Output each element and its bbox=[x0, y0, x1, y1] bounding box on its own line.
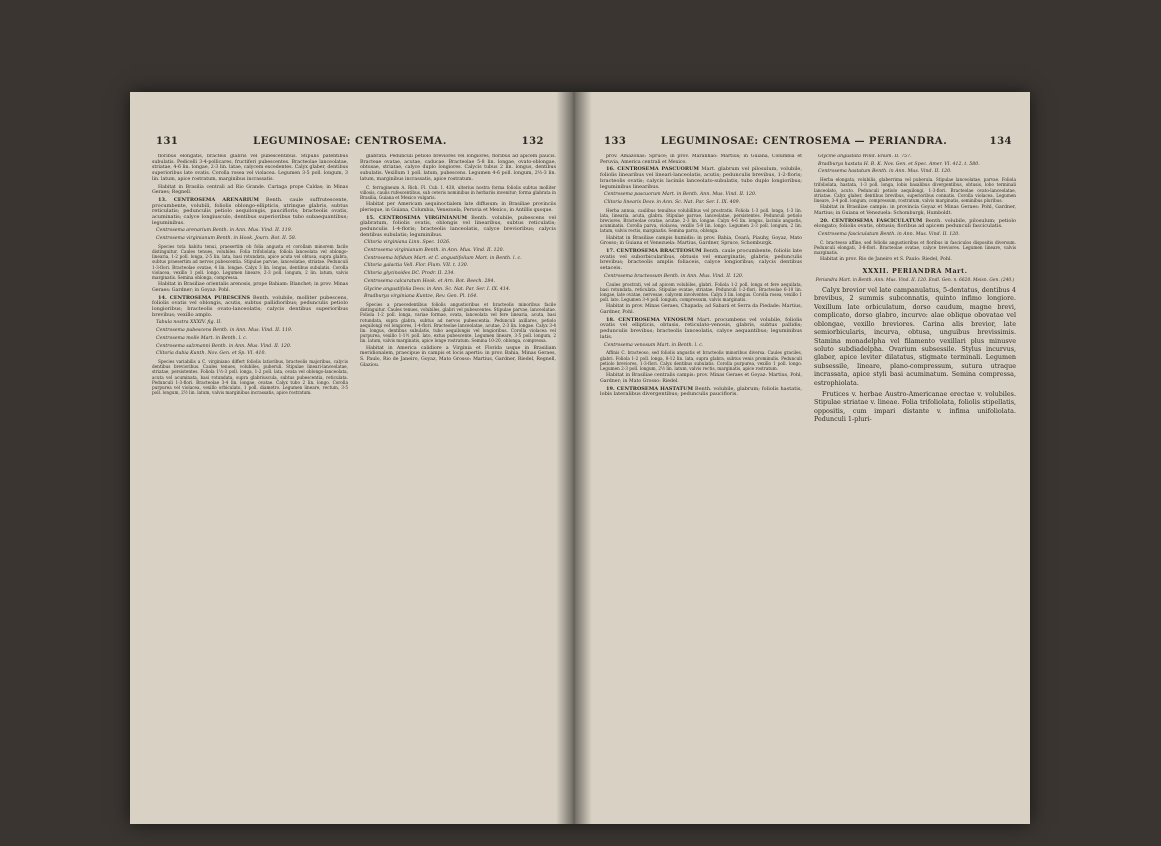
species-diagnosis: procumbens vel volubile, foliolis ovatis vel ellipticis, obtusis, reticulato-venosis, glabris, subtus pallidis; pedunculis brevibus; bracteolis lanceolatis, calyce aequantibus; leguminibus latis. bbox=[600, 316, 802, 340]
species-description: Caules prostrati, vel ad apicem volubiles, glabri. Foliola 1-2 poll. longa et fere aequilata, basi rotundata, reticulata. Stipulae ovatae, striatae. Pedunculi 1-2-flori. Bracteolae 6-10 lin. longae, late ovatae, nervosae, calycem involventes. Calyx 3 lin. longus. Corolla rosea, vexillo 1 poll. lato. Legumen 3-4 poll. longum, compressum, valvis marginatis. bbox=[600, 281, 802, 303]
synonym-citation: Centrosema calcaratum Hook. et Arn. Bot. Beech. 284. bbox=[364, 278, 495, 284]
synonym-citation: Centrosema pascuorum Mart. in Benth. Ann. Mus. Vind. II. 120. bbox=[604, 192, 757, 198]
right-column-2 bbox=[814, 154, 1016, 810]
species-author: Benth. bbox=[925, 217, 942, 224]
synonym-citation: Clitoria virginiana Linn. Spec. 1026. bbox=[364, 240, 451, 246]
synonym-citation: Clitoria glycinoides DC. Prodr. II. 234. bbox=[364, 271, 455, 277]
synonym-citation: Centrosema virginianum Benth. in Hook. Journ. Bot. II. 58. bbox=[156, 236, 297, 242]
species-number-name: 16. CENTROSEMA PASCUORUM bbox=[606, 166, 699, 173]
synonym-citation: Glycine angustifolia Desv. in Ann. Sc. Nat. Par. Ser. I. IX. 414. bbox=[364, 286, 511, 292]
species-description: Species a praecedentibus foliolis angustioribus et bracteolis minoribus facile distinguitur. Caules tenues, volubiles, glabri vel pubescentes. Stipulae parvae, lanceolatae. Foliola 1-2 poll. longa, variae formae, ovata, lanceolata vel fere linearia, acuta, basi rotundata, supra glabra, subtus ad nervos pubescentia. Pedunculi axillares, petiolo aequilongi vel longiores, 1-4-flori. Bracteolae lanceolatae, acutae, 2-3 lin. longae. Calyx 3-4 lin. longus, dentibus subulatis, tubo aequilongis vel longioribus. Corolla violacea vel purpurea, vexillo 1-1½ poll. lato, extus pubescente. Legumen lineare, 3-5 poll. longum, 2 lin. latum, valvis marginatis, apice longe rostratum. Semina 10-20, oblonga, compressa. bbox=[360, 301, 556, 344]
synonym-citation: Centrosema salzmanni Benth. in Ann. Mus. Vind. II. 120. bbox=[156, 343, 292, 349]
page-number-133: 133 bbox=[604, 136, 627, 147]
synonym-citation: Tabula nostra XXXIV. fig. II. bbox=[156, 320, 222, 326]
genus-description bbox=[814, 286, 1016, 424]
right-running-header bbox=[596, 136, 1012, 150]
running-title-right: LEGUMINOSAE: CENTROSEMA — PERIANDRA. bbox=[660, 136, 948, 147]
left-column-1 bbox=[152, 154, 348, 810]
habitat-paragraph: Habitat in Brasilia centrali ad Rio Grande. Cartaga prope Caldas; in Minas Geraes; Regnell. bbox=[152, 184, 348, 196]
right-column-2-species bbox=[814, 154, 1016, 263]
synonym-citation: Bradburya hastata H. B. K. Nov. Gen. et Spec. Amer. VI. 412. t. 580. bbox=[818, 161, 980, 167]
species-entry bbox=[600, 249, 802, 272]
species-author: Benth. bbox=[694, 385, 712, 392]
species-number-name: 13. CENTROSEMA ARENARIUM bbox=[158, 196, 259, 203]
species-diagnosis: caule suffrutescente, procumbente, volubili, foliolis oblongo-ellipticis, utrinque glabris, subtus reticulatis; pedunculis petiolo aequilongis, paucifloris; bracteolis ovatis, acuminatis; calyce longiusculo, dentibus superioribus tubo subaequantibus; leguminibus. bbox=[152, 196, 348, 226]
species-number-name: 14. CENTROSEMA PUBESCENS bbox=[158, 294, 250, 301]
species-number-name: 19. CENTROSEMA HASTATUM bbox=[606, 385, 694, 392]
right-page bbox=[578, 92, 1030, 824]
habitat-paragraph: Habitat in prov. Rio de Janeiro et S. Paulo: Riedel, Pohl. bbox=[820, 257, 952, 263]
habitat-paragraph: glabrata. Pedunculi petiolo breviores vel longiores, floribus ad apicem paucis. Bracteae ovatae, acutae, caducae. Bracteolae 5-8 lin. longae, ovato-oblongae, obtusae, striatae, calyce duplo longiores. Calycis tubus 2 lin. longus, dentibus subulatis. Vexillum 1 poll. latum, pubescens. Legumen 4-6 poll. longum, 2½-3 lin. latum, marginibus incrassatis, apice rostratum. bbox=[360, 154, 556, 182]
left-page bbox=[130, 92, 570, 824]
synonym-citation: Centrosema arenarium Benth. in Ann. Mus. Vind. II. 119. bbox=[156, 228, 293, 234]
species-author: Benth. bbox=[252, 294, 270, 301]
synonym-citation: Centrosema bracteosum Benth. in Ann. Mus. Vind. II. 120. bbox=[604, 273, 744, 279]
genus-description-paragraph: Calyx brevior vel late campanulatus, 5-dentatus, dentibus 4 brevibus, 2 summis subconnatis, quinto infimo longiore. Vexillum late orbiculatum, dorso caudum, magne brevi, complicato, dorso glabro, incurvo: alae oblique obovatae vel oblongae, vexillo breviores. Carina alis brevior, late semiorbicularis, incurva, obtusa, unguibus brevissimis. Stamina monadelpha vel filamento vexillari plus minusve soluto subdiadelpha. Ovarium subsessile. Stylus incurvus, glaber, apice leviter dilatatus, stigmate terminali. Legumen subsessile, lineare, plano-compressum, sutura utraque incrassata, apice styli basi acuminatum. Semina compressa, estrophiolata. bbox=[814, 286, 1016, 387]
species-description: Herba elongata, volubilis, glaberrima vel puberula. Stipulae lanceolatae, parvae. Foliola trifoliolata, hastata, 1-3 poll. longa, lobis basalibus divergentibus, obtusis, lobo terminali lanceolato, acuto. Pedunculi petiolo aequilongi, 1-3-flori. Bracteolae ovato-lanceolatae, striatae. Calyx glaber, dentibus brevibus, superioribus connatis. Corolla violacea. Legumen lineare, 3-4 poll. longum, compressum, rostratum, valvis marginatis, seminibus pluribus. bbox=[814, 177, 1016, 203]
synonym-citation: Centrosema molle Mart. in Benth. l. c. bbox=[156, 335, 248, 341]
habitat-paragraph: Habitat per Americam aequinoctialem late diffusum: in Brasiliae provinciis plerisque, in Guiana, Columbia, Venezuela, Peruvia et Mexico, in Antillis quoque. bbox=[360, 202, 556, 213]
synonym-citation: Centrosema pubescens Benth. in Ann. Mus. Vind. II. 119. bbox=[156, 328, 293, 334]
left-page-columns bbox=[152, 154, 556, 810]
species-entry bbox=[814, 219, 1016, 230]
synonym-citation: Clitoria linearis Desv. in Ann. Sc. Nat. Par. Ser. I. IX. 409. bbox=[604, 199, 741, 205]
running-title-left: LEGUMINOSAE: CENTROSEMA. bbox=[253, 136, 447, 147]
habitat-paragraph: Habitat in America calidiore a Virginia et Florida usque in Brasiliam meridionalem, praecipue in campis et locis apertis: in prov. Bahia, Minas Geraes, S. Paulo, Rio de Janeiro, Goyaz, Mato Grosso: Martius, Gardner, Riedel, Regnell, Glaziou. bbox=[360, 345, 556, 368]
species-entry bbox=[600, 387, 802, 398]
species-number-name: 20. CENTROSEMA FASCICULATUM bbox=[820, 217, 923, 224]
species-number-name: 15. CENTROSEMA VIRGINIANUM bbox=[366, 214, 467, 221]
synonym-citation: Bradburya virginiana Kuntze, Rev. Gen. Pl. 164. bbox=[364, 294, 478, 300]
left-running-header bbox=[148, 136, 552, 150]
species-description: C. ferrugineum A. Rich. Fl. Cub. I. 438, ulterius nostra forma foliolis subtus molliter villosis, caulis rufescentibus, sub ceteris nominibus in herbariis invenitur; forma glabrata in Brasilia, Guiana et Mexico vulgaris. bbox=[360, 184, 556, 200]
genus-description-paragraph: Frutices v. herbae Austro-Americanae erectae v. volubiles. Stipulae striatae v. lineae. Folia trifoliolata, foliolis stipellatis, oppositis, cum impari distante v. infima unifoliolata. Pedunculi 1-pluri- bbox=[814, 389, 1016, 424]
species-diagnosis: volubile, molliter pubescens, foliolis ovatis vel oblongis, acutis, subtus pallidioribus; pedunculis petiolo longioribus; bracteolis ovato-lanceolatis; calycis dentibus superioribus brevibus; vexillo amplo. bbox=[152, 294, 348, 318]
species-author: Benth. bbox=[471, 214, 488, 221]
species-description: Species tota habitu tenui, praesertim ob folia angusta et corollam minorem facile distinguitur. Caules tenues, volubiles. Folia trifoliolata; foliola lanceolata vel oblongo-linearia, 1-2 poll. longa, 2-5 lin. lata, basi rotundata, apice acuta vel obtusa, supra glabra, subtus praesertim ad nervos pubescentia. Stipulae parvae, lanceolatae, striatae. Pedunculi 1-3-flori. Bracteolae ovatae, 4 lin. longae. Calyx 3 lin. longus, dentibus subulatis. Corolla violacea, vexillo 1 poll. longo. Legumen lineare, 2-3 poll. longum, 2 lin. latum, valvis marginatis. Semina oblonga, compressa. bbox=[152, 243, 348, 281]
species-description: Species variabilis a C. virginiano differt foliolis latioribus, bracteolis majoribus, calycis dentibus brevioribus. Caules tenues, volubiles, puberuli. Stipulae lineari-lanceolatae, striatae, persistentes. Foliola 1½-3 poll. longa, 1-2 poll. lata, ovata vel oblongo-lanceolata, acuta vel acuminata, basi rotundata, supra glabriuscula, subtus pubescentia, reticulata. Pedunculi 1-3-flori. Bracteolae 3-4 lin. longae, ovatae. Calyx tubo 2 lin. longo. Corolla purpurea vel violacea, vexillo orbiculato, 1 poll. diametro. Legumen lineare, rectum, 3-5 poll. longum, 2½ lin. latum, valvis marginibus incrassatis, apice rostratum. bbox=[152, 359, 348, 396]
species-number-name: 18. CENTROSEMA VENOSUM bbox=[606, 316, 694, 323]
species-diagnosis: caule procumbente, foliolis late ovatis vel suborbicularibus, obtusis vel emarginatis, glabris; pedunculis brevibus; bracteolis amplis foliaceis, calyce longioribus; calycis dentibus setaceis. bbox=[600, 248, 802, 272]
genus-synonymy: Periandra Mart. in Benth. Ann. Mus. Vind. II. 120. Endl. Gen. n. 6620. Meisn. Gen. (240.) bbox=[815, 277, 1015, 283]
species-description: Herba annua, caulibus tenuibus volubilibus vel prostratis. Foliola 1-3 poll. longa, 1-3 lin. lata, linearia, acuta, glabra. Stipulae parvae, lanceolatae, persistentes. Pedunculi petiolo breviores. Bracteolae ovatae, acutae, 2-3 lin. longae. Calyx 4-6 lin. longus, laciniis angustis, acuminatis. Corolla parva, violacea, vexillo 5-8 lin. longo. Legumen 2-3 poll. longum, 2 lin. latum, valvis rectis, marginatis. Semina parva, oblonga. bbox=[600, 207, 802, 234]
species-entry bbox=[600, 167, 802, 190]
species-entry bbox=[600, 318, 802, 341]
species-author: Mart. bbox=[701, 166, 716, 173]
habitat-paragraph: Habitat in Brasiliae campis: in provincia Goyaz et Minas Geraes: Pohl, Gardner, Martius; in Guiana et Venezuela: Schomburgk, Humboldt. bbox=[814, 205, 1016, 216]
species-diagnosis: glabrum vel pilosulum, volubile, foliolis linearibus vel lineari-lanceolatis, acutis; pedunculis brevibus, 1-2-floris; bracteolis ovatis; calycis laciniis lanceolato-subulatis, tubo duplo longioribus; leguminibus linearibus. bbox=[600, 166, 802, 190]
species-number-name: 17. CENTROSEMA BRACTEOSUM bbox=[606, 248, 702, 255]
species-diagnosis: volubile, glabrum; foliolis hastatis, lobis lateralibus divergentibus; pedunculis paucifloris. bbox=[600, 385, 802, 398]
page-number-131: 131 bbox=[156, 136, 179, 147]
right-page-columns bbox=[600, 154, 1016, 810]
habitat-paragraph: Habitat in Brasiliae campis humidis: in prov. Bahia, Ceará, Piauhy, Goyaz, Mato Grosso; in Guiana et Venezuela: Martius, Gardner, Spruce, Schomburgk. bbox=[600, 235, 802, 247]
genus-heading: XXXII. PERIANDRA Mart. bbox=[862, 266, 968, 275]
synonym-citation: Centrosema bifidum Mart. et C. angustifolium Mart. in Benth. l. c. bbox=[364, 255, 522, 261]
habitat-paragraph: Habitat in Brasiliae orientalis arenosis, prope Bahiam: Blanchet; in prov. Minas Geraes: Gardner; in Goyaz: Pohl. bbox=[152, 282, 348, 293]
synonym-citation: Clitoria dubia Kunth. Nov. Gen. et Sp. VI. 410. bbox=[156, 351, 266, 357]
species-description: C. bracteoso affine, sed foliolis angustioribus et floribus in fasciculos dispositis diversum. Pedunculi elongati, 3-8-flori. Bracteolae ovatae, calyce breviores. Legumen lineare, valvis marginatis. bbox=[814, 239, 1016, 256]
right-column-1 bbox=[600, 154, 802, 810]
species-description: Affinis C. bracteoso, sed foliolis angustis et bracteolis minoribus diversa. Caules graciles, glabri. Foliola 1-2 poll. longa, 8-12 lin. lata, supra glabra, subtus venis prominulis. Pedunculi petiolo breviores, 1-3-flori. Calyx dentibus subulatis. Corolla purpurea, vexillo 1 poll. longo. Legumen 2-3 poll. longum, 2½ lin. latum, valvis rectis, marginatis, apice rostratum. bbox=[600, 350, 802, 371]
page-number-132: 132 bbox=[521, 136, 544, 147]
species-author: Benth. bbox=[265, 196, 283, 203]
species-entry bbox=[360, 216, 556, 239]
species-diagnosis: volubile, pubescens vel glabratum, foliolis ovatis, oblongis vel linearibus, subtus reticulatis; pedunculis 1-4-floris; bracteolis lanceolatis, calyce brevioribus; calycis dentibus subulatis; leguminibus. bbox=[360, 214, 556, 238]
synonym-citation: Centrosema fasciculatum Benth. in Ann. Mus. Vind. II. 120. bbox=[818, 231, 960, 237]
synonym-citation: Clitoria galactia Vell. Flor. Flum. VII. t. 130. bbox=[364, 263, 469, 269]
synonym-citation: Centrosema hastatum Benth. in Ann. Mus. Vind. II. 120. bbox=[818, 169, 952, 175]
synonym-citation: Centrosema virginianum Benth. in Ann. Mus. Vind. II. 120. bbox=[364, 248, 505, 254]
species-author: Mart. bbox=[696, 316, 712, 323]
habitat-paragraph: prov. Amazonas: Spruce; in prov. Maranhão: Martius; in Guiana, Columbia et Peruvia, America centrali et Mexico. bbox=[600, 154, 802, 165]
left-column-2 bbox=[360, 154, 556, 810]
species-entry bbox=[152, 198, 348, 227]
habitat-paragraph: floribus elongatis, bracteis glabris vel pubescentibus. Stipulis patentibus subulatis. Pedicelli 3-4-pollicares, fructiferi pubescentes. Bracteolae lanceolatae, striatae, 4-6 lin. longae, 2-3 lin. latae, calycem excedentes. Calyx glaber, dentibus superioribus late ovatis. Corolla rosea vel violacea. Legumen 3-5 poll. longum, 3 lin. latum, apice rostratum, marginibus incrassatis. bbox=[152, 154, 348, 182]
species-entry bbox=[152, 296, 348, 319]
synonym-citation: Glycine angustata Willd. Enum. II. 757. bbox=[818, 154, 912, 159]
habitat-paragraph: Habitat in prov. Minas Geraes, Chapada; ad Sabará et Serra da Piedade: Martius, Gardner, Pohl. bbox=[600, 304, 802, 316]
species-diagnosis: volubile, pilosulum; petiolo elongato; foliolis ovatis, obtusis; floribus ad apicem pedunculi fasciculatis. bbox=[814, 217, 1016, 230]
synonym-citation: Centrosema venosum Mart. in Benth. l. c. bbox=[604, 342, 704, 348]
species-author: Benth. bbox=[703, 248, 720, 255]
habitat-paragraph: Habitat in Brasiliae centralis campis: prov. Minas Geraes et Goyaz: Martius, Pohl, Gardner; in Mato Grosso: Riedel. bbox=[600, 373, 802, 384]
page-number-134: 134 bbox=[989, 136, 1012, 147]
